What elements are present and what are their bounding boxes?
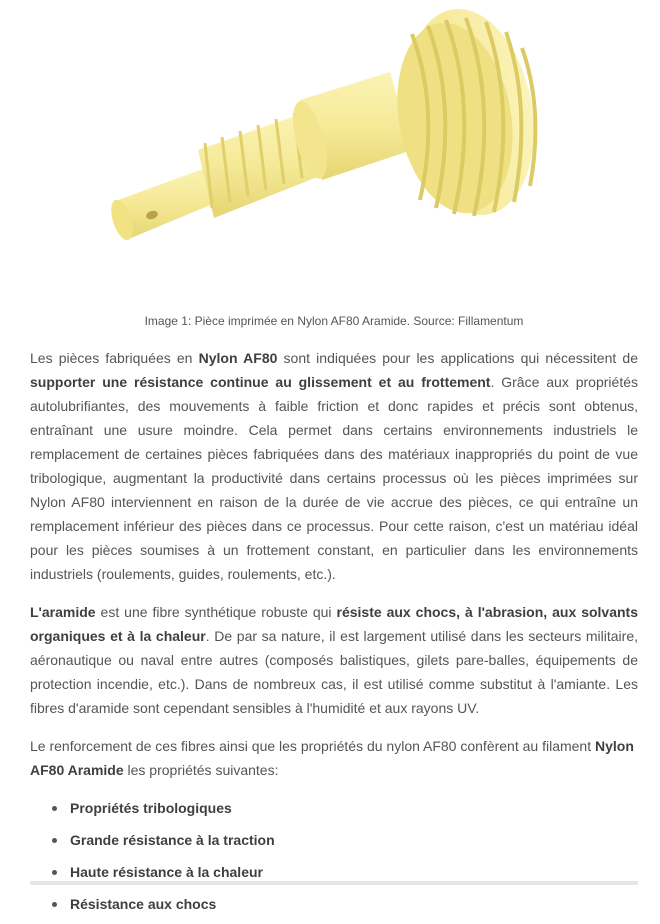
text: Le renforcement de ces fibres ainsi que les propriétés du nylon AF80 confèrent au filament	[30, 738, 595, 754]
list-item: Propriétés tribologiques	[50, 796, 638, 820]
divider	[30, 881, 638, 885]
printed-part-image	[0, 0, 660, 300]
figure-caption: Image 1: Pièce imprimée en Nylon AF80 Aramide. Source: Fillamentum	[144, 314, 524, 328]
article-body	[30, 346, 638, 924]
large-gear	[383, 0, 549, 225]
bold-text: supporter une résistance continue au glissement et au frottement	[30, 374, 491, 390]
bold-text: L'aramide	[30, 604, 96, 620]
properties-list	[30, 796, 638, 916]
bold-text: résiste aux chocs, à l'abrasion, aux solvants organiques et à la chaleur	[30, 604, 638, 644]
text: . Grâce aux propriétés autolubrifiantes, des mouvements à faible friction et donc rapides et précis sont obtenus, entraînant une usure moindre. Cela permet dans certains environnements industriels le remplacement de certaines pièces fabriquées dans des matériaux inappropriés du point de vue tribologique, augmentant la productivité dans certains processus où les pièces imprimées sur Nylon AF80 interviennent en raison de la durée de vie accrue des pièces, ce qui entraîne un remplacement inférieur des pièces dans ce processus. Pour cette raison, c'est un matériau idéal pour les pièces soumises à un frottement constant, en particulier dans les environnements industriels (roulements, guides, roulements, etc.).	[30, 374, 638, 582]
text: . De par sa nature, il est largement utilisé dans les secteurs militaire, aéronautique ou naval entre autres (composés balistiques, gilets pare-balles, équipements de protection incendie, etc.). Dans de nombreux cas, il est utilisé comme substitut à l'amiante. Les fibres d'aramide sont cependant sensibles à l'humidité et aux rayons UV.	[30, 628, 638, 716]
list-item: Haute résistance à la chaleur	[50, 860, 638, 884]
list-item: Grande résistance à la traction	[50, 828, 638, 852]
bold-text: Nylon AF80 Aramide	[30, 738, 634, 778]
paragraph-renforcement	[30, 734, 638, 782]
bold-text: Nylon AF80	[198, 350, 278, 366]
text: sont indiquées pour les applications qui nécessitent de	[277, 350, 638, 366]
text: est une fibre synthétique robuste qui	[95, 604, 337, 620]
paragraph-aramide	[30, 600, 638, 720]
text: Les pièces fabriquées en	[30, 350, 199, 366]
text: les propriétés suivantes:	[123, 762, 279, 778]
product-figure	[0, 0, 660, 300]
list-item: Résistance aux chocs	[50, 892, 638, 916]
paragraph-nylon-af80	[30, 346, 638, 586]
